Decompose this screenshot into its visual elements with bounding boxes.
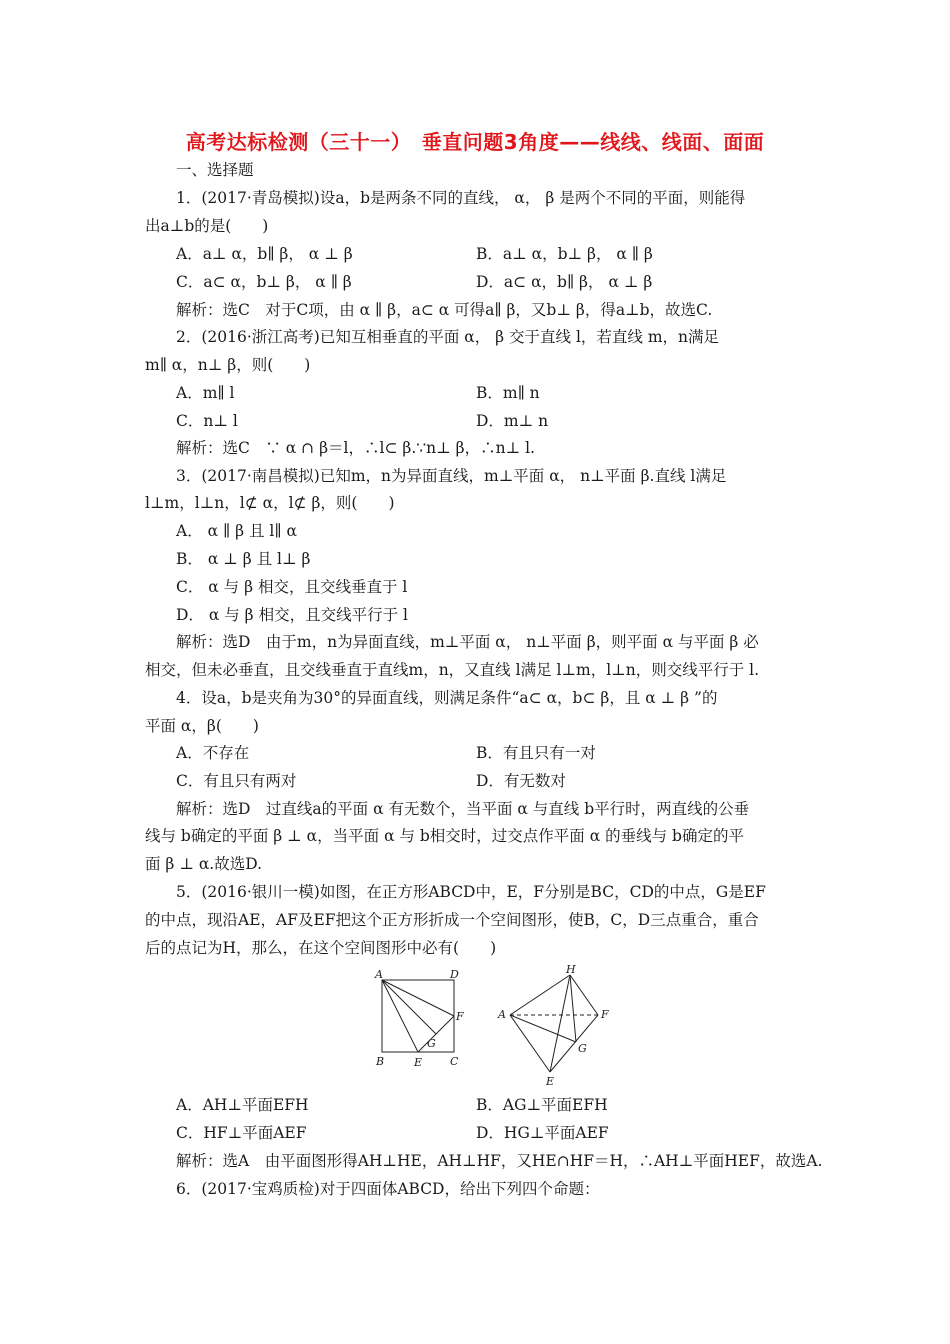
q5-stem-line2: 的中点，现沿AE，AF及EF把这个正方形折成一个空间图形，使B，C，D三点重合，重合	[145, 911, 759, 929]
q1-option-a: A．a⊥ α，b∥ β， α ⊥ β	[176, 245, 353, 263]
q1-stem-line2: 出a⊥b的是( )	[145, 217, 269, 235]
q6-stem-line1: 6．(2017·宝鸡质检)对于四面体ABCD，给出下列四个命题：	[176, 1180, 600, 1198]
tetra-label-e: E	[546, 1075, 555, 1088]
section-heading: 一、选择题	[176, 161, 254, 179]
square-label-a: A	[375, 968, 383, 981]
q2-option-c: C．n⊥ l	[176, 412, 238, 430]
tetra-label-h: H	[566, 965, 576, 976]
tetra-label-g: G	[578, 1042, 587, 1055]
square-label-c: C	[450, 1055, 459, 1068]
q1-option-b: B．a⊥ α，b⊥ β， α ∥ β	[476, 245, 653, 263]
tetra-label-f: F	[601, 1008, 609, 1021]
square-label-g: G	[427, 1037, 436, 1050]
q4-option-b: B．有且只有一对	[476, 744, 596, 762]
q5-option-c: C．HF⊥平面AEF	[176, 1124, 307, 1142]
q3-stem-line2: l⊥m，l⊥n，l⊄ α，l⊄ β，则( )	[145, 494, 395, 512]
q1-stem-line1: 1．(2017·青岛模拟)设a，b是两条不同的直线， α， β 是两个不同的平面，则能得	[176, 189, 746, 207]
q2-option-d: D．m⊥ n	[476, 412, 549, 430]
q1-option-d: D．a⊂ α，b∥ β， α ⊥ β	[476, 273, 653, 291]
q3-option-b: B． α ⊥ β 且 l⊥ β	[176, 550, 311, 568]
square-label-f: F	[456, 1010, 464, 1023]
q3-stem-line1: 3．(2017·南昌模拟)已知m，n为异面直线，m⊥平面 α， n⊥平面 β.直线 l满足	[176, 467, 727, 485]
square-label-e: E	[414, 1056, 423, 1069]
q4-solution-line3: 面 β ⊥ α.故选D.	[145, 855, 263, 873]
q5-option-a: A．AH⊥平面EFH	[176, 1096, 309, 1114]
q4-option-a: A．不存在	[176, 744, 250, 762]
q2-stem-line2: m∥ α，n⊥ β，则( )	[145, 356, 311, 374]
q1-option-c: C．a⊂ α，b⊥ β， α ∥ β	[176, 273, 352, 291]
q4-stem-line2: 平面 α，β( )	[145, 717, 259, 735]
square-label-d: D	[450, 968, 459, 981]
q2-option-a: A．m∥ l	[176, 384, 235, 402]
q4-option-d: D．有无数对	[476, 772, 566, 790]
q3-option-c: C． α 与 β 相交，且交线垂直于 l	[176, 578, 408, 596]
q3-option-d: D． α 与 β 相交，且交线平行于 l	[176, 606, 408, 624]
tetra-label-a: A	[498, 1008, 506, 1021]
q4-option-c: C．有且只有两对	[176, 772, 297, 790]
q4-solution-line1: 解析：选D 过直线a的平面 α 有无数个，当平面 α 与直线 b平行时，两直线的公垂	[176, 800, 750, 818]
q2-solution: 解析：选C ∵ α ∩ β＝l，∴l⊂ β.∵n⊥ β，∴n⊥ l.	[176, 439, 535, 457]
q5-solution: 解析：选A 由平面图形得AH⊥HE，AH⊥HF，又HE∩HF＝H，∴AH⊥平面HEF，故选A.	[176, 1152, 823, 1170]
q2-stem-line1: 2．(2016·浙江高考)已知互相垂直的平面 α， β 交于直线 l，若直线 m，n满足	[176, 328, 720, 346]
q2-option-b: B．m∥ n	[476, 384, 540, 402]
q5-option-b: B．AG⊥平面EFH	[476, 1096, 608, 1114]
q5-figure	[370, 965, 630, 1090]
q3-option-a: A． α ∥ β 且 l∥ α	[176, 522, 297, 540]
q4-solution-line2: 线与 b确定的平面 β ⊥ α，当平面 α 与 b相交时，过交点作平面 α 的垂线与 b确定的平	[145, 827, 744, 845]
q1-solution: 解析：选C 对于C项，由 α ∥ β，a⊂ α 可得a∥ β，又b⊥ β，得a⊥b，故选C.	[176, 301, 713, 319]
tetrahedron-diagram	[510, 975, 598, 1072]
q5-stem-line1: 5．(2016·银川一模)如图，在正方形ABCD中，E，F分别是BC，CD的中点，G是EF	[176, 883, 766, 901]
q3-solution-line1: 解析：选D 由于m，n为异面直线，m⊥平面 α， n⊥平面 β，则平面 α 与平面 β 必	[176, 633, 759, 651]
q5-option-d: D．HG⊥平面AEF	[476, 1124, 609, 1142]
q3-solution-line2: 相交，但未必垂直，且交线垂直于直线m，n，又直线 l满足 l⊥m，l⊥n，则交线平行于 l.	[145, 661, 760, 679]
square-diagram	[382, 980, 454, 1052]
q5-stem-line3: 后的点记为H，那么，在这个空间图形中必有( )	[145, 939, 497, 957]
q4-stem-line1: 4．设a，b是夹角为30°的异面直线，则满足条件“a⊂ α，b⊂ β，且 α ⊥ β ”的	[176, 689, 718, 707]
page-title: 高考达标检测（三十一） 垂直问题3角度——线线、线面、面面	[185, 130, 765, 154]
square-label-b: B	[376, 1055, 385, 1068]
